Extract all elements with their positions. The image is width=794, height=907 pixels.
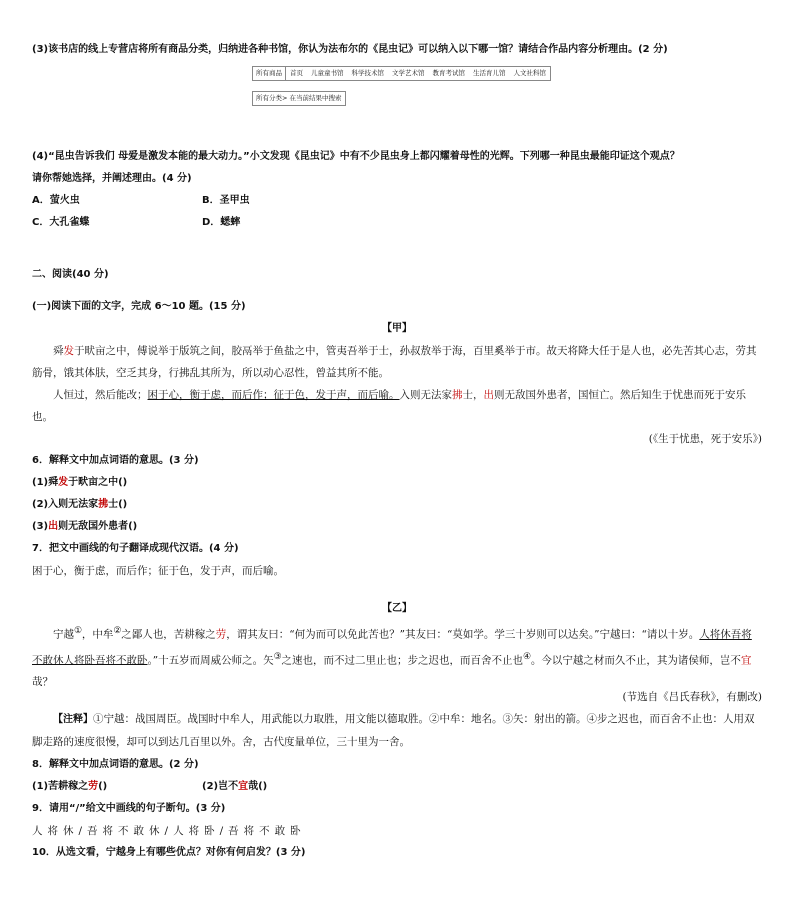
q10-text: 10．从选文看，宁越身上有哪些优点？对你有何启发？(3 分) — [32, 847, 306, 858]
note-label: 【注释】 — [53, 714, 93, 725]
q6-item-1 — [32, 472, 762, 494]
footnote-mark: ④ — [522, 651, 531, 662]
dotted-word: 宜 — [238, 781, 249, 792]
store-nav — [252, 66, 551, 81]
footnote-mark: ② — [113, 626, 122, 636]
footnote-mark: ③ — [273, 651, 282, 662]
text: (1)苦耕稼之 — [32, 781, 89, 792]
text: (3) — [32, 521, 49, 532]
text: 之速也，而不过二里止也；步之迟也，而百舍不止也 — [281, 654, 523, 666]
nav-item[interactable]: 人文社科馆 — [513, 69, 546, 77]
jia-title: 【甲】 — [382, 323, 412, 334]
q7-text: 7．把文中画线的句子翻译成现代汉语。(4 分) — [32, 543, 239, 554]
text: 士() — [108, 499, 128, 510]
dotted-word: 发 — [58, 477, 69, 488]
nav-search-path[interactable]: 所有分类> 在当前结果中搜索 — [252, 91, 346, 106]
q8-items — [32, 776, 762, 798]
dotted-word: 拂 — [452, 389, 463, 401]
text: ，谓其友曰：“何为而可以免此苦也？”其友曰：“莫如学。学三十岁则可以达矣。”宁越曰：“请以十岁。 — [226, 628, 700, 641]
text: (2)岂不 — [202, 781, 239, 792]
nav-all-goods[interactable]: 所有商品 — [252, 66, 286, 81]
q4-line1: (4)“昆虫告诉我们 母爱是激发本能的最大动力。”小文发现《昆虫记》中有不少昆虫身上都闪耀着母性的光辉。下列哪一种昆虫最能印证这个观点？ — [32, 151, 680, 162]
text: 哉？ — [32, 676, 53, 688]
option-a: A．萤火虫 — [32, 195, 80, 206]
jia-paragraph-2 — [32, 384, 762, 428]
note — [32, 708, 762, 753]
underlined-sentence: 困于心，衡于虑，而后作；征于色，发于声，而后喻。 — [147, 389, 400, 401]
dotted-word: 劳 — [88, 781, 99, 792]
text: 于畎亩之中() — [68, 477, 128, 488]
text: 。”十五岁而周威公师之。矢 — [147, 654, 274, 666]
yi-title: 【乙】 — [382, 603, 412, 614]
dotted-word: 出 — [483, 389, 494, 401]
q8-text: 8．解释文中加点词语的意思。(2 分) — [32, 759, 199, 770]
q4 — [32, 146, 762, 234]
text: 舜 — [53, 345, 64, 357]
part-heading: (一)阅读下面的文字，完成 6～10 题。(15 分) — [32, 301, 246, 312]
dotted-word: 出 — [48, 521, 59, 532]
text: 之鄙人也，苦耕稼之 — [121, 628, 216, 641]
dotted-word: 拂 — [98, 499, 109, 510]
section-heading: 二、阅读(40 分) — [32, 269, 109, 280]
text: ，中牟 — [81, 628, 114, 641]
q8-item-1 — [32, 776, 202, 798]
underlined-sentence: 人将休吾将不敢休人将卧吾将不敢卧 — [32, 628, 752, 666]
q4-options-row2 — [32, 212, 762, 234]
nav-item[interactable]: 教育考试馆 — [432, 69, 465, 77]
text: 人恒过，然后能改； — [53, 389, 148, 401]
dotted-word: 发 — [63, 345, 74, 357]
text: 则无敌国外患者，国恒亡。然后知生于忧患而死于安乐也。 — [32, 389, 746, 423]
option-b: B．圣甲虫 — [202, 195, 250, 206]
text: 入则无法家 — [399, 389, 452, 401]
text: 则无敌国外患者() — [58, 521, 138, 532]
q9-sentence: 人将休/吾将不敢休/人将卧/吾将不敢卧 — [32, 825, 306, 837]
q4-line2: 请你帮她选择，并阐述理由。(4 分) — [32, 173, 192, 184]
note-text: ①宁越：战国周臣。战国时中牟人，用武能以力取胜，用文能以德取胜。②中牟：地名。③矢：射出的箭。④步之迟也，而百舍不止也：人用双脚走路的速度很慢，却可以到达几百里以外。舍，古代度量单位，三十里为一舍。 — [32, 713, 755, 748]
q4-options-row1 — [32, 190, 762, 212]
option-d: D．蟋蟀 — [202, 217, 241, 228]
q9-text: 9．请用“/”给文中画线的句子断句。(3 分) — [32, 803, 226, 814]
jia-paragraph-1 — [32, 340, 762, 384]
dotted-word: 劳 — [215, 628, 227, 641]
text: () — [98, 781, 108, 792]
q6-item-2 — [32, 494, 762, 516]
nav-item[interactable]: 科学技术馆 — [351, 69, 384, 77]
text: 宁越 — [53, 628, 74, 641]
nav-items — [286, 66, 551, 81]
text: 哉() — [248, 781, 268, 792]
q8-item-2 — [202, 776, 372, 798]
text: 于畎亩之中，傅说举于版筑之间，胶鬲举于鱼盐之中，管夷吾举于士，孙叔敖举于海，百里奚举于市。故天将降大任于是人也，必先苦其心志，劳其筋骨，饿其体肤，空乏其身，行拂乱其所为，所以动心忍性，曾益其所不能。 — [32, 345, 757, 379]
q6-text: 6．解释文中加点词语的意思。(3 分) — [32, 455, 199, 466]
nav-item[interactable]: 首页 — [290, 69, 303, 77]
nav-item[interactable]: 生活育儿馆 — [473, 69, 506, 77]
text: (1)舜 — [32, 477, 59, 488]
yi-paragraph — [32, 620, 762, 693]
nav-item[interactable]: 儿童童书馆 — [311, 69, 344, 77]
text: (2)入则无法家 — [32, 499, 99, 510]
option-c: C．大孔雀蝶 — [32, 217, 90, 228]
text: 。今以宁越之材而久不止，其为诸侯师，岂不 — [530, 654, 741, 666]
q3-text: (3)该书店的线上专营店将所有商品分类，归纳进各种书馆，你认为法布尔的《昆虫记》可以纳入以下哪一馆？请结合作品内容分析理由。(2 分) — [32, 44, 668, 55]
q6-item-3 — [32, 516, 762, 538]
q7-sentence: 困于心，衡于虑，而后作；征于色，发于声，而后喻。 — [32, 565, 284, 577]
text: 士， — [462, 389, 484, 401]
nav-item[interactable]: 文学艺术馆 — [392, 69, 425, 77]
footnote-mark: ① — [74, 626, 82, 636]
jia-source: (《生于忧患，死于安乐》) — [648, 433, 762, 445]
dotted-word: 宜 — [740, 654, 752, 666]
yi-source: (节选自《吕氏春秋》，有删改) — [622, 691, 762, 703]
